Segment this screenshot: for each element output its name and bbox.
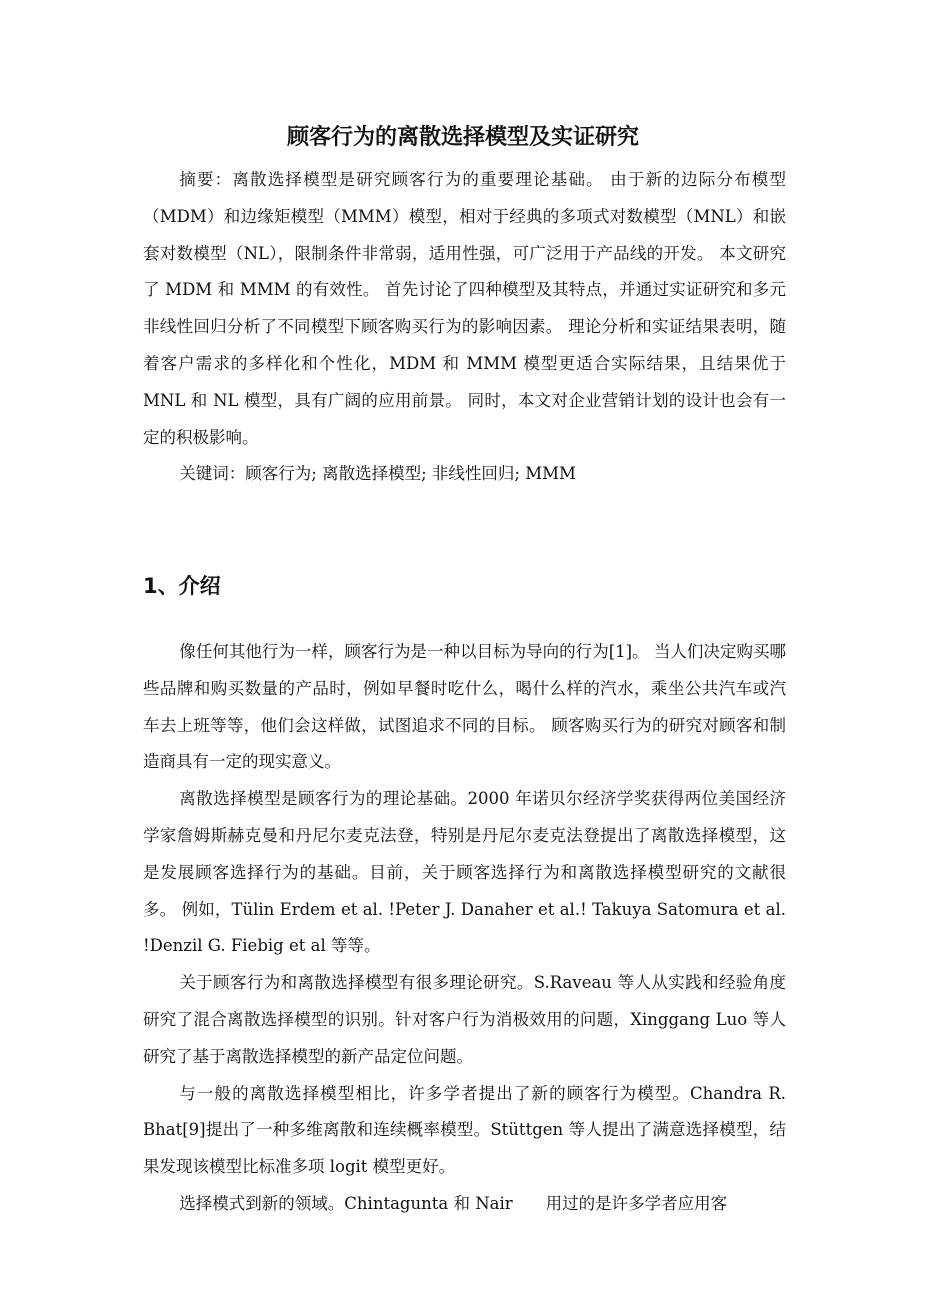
paragraph: 像任何其他行为一样，顾客行为是一种以目标为导向的行为[1]。 当人们决定购买哪些品牌和购买数量的产品时，例如早餐时吃什么，喝什么样的汽水，乘坐公共汽车或汽车去上班等等，他们会这样做，试图追求不同的目标。 顾客购买行为的研究对顾客和制造商具有一定的现实意义。 bbox=[143, 642, 786, 772]
abstract-section bbox=[143, 162, 786, 493]
paragraph: 关于顾客行为和离散选择模型有很多理论研究。S.Raveau 等人从实践和经验角度研究了混合离散选择模型的识别。针对客户行为消极效用的问题，Xinggang Luo 等人研究了基于离散选择模型的新产品定位问题。 bbox=[143, 973, 786, 1066]
paper-title: 顾客行为的离散选择模型及实证研究 bbox=[286, 125, 639, 150]
paragraph: 选择模式到新的领域。Chintagunta 和 Nair 用过的是许多学者应用客 bbox=[179, 1193, 728, 1213]
abstract-text: 摘要：离散选择模型是研究顾客行为的重要理论基础。 由于新的边际分布模型（MDM）和边缘矩模型（MMM）模型，相对于经典的多项式对数模型（MNL）和嵌套对数模型（NL），限制条件非常弱，适用性强，可广泛用于产品线的开发。 本文研究了 MDM 和 MMM 的有效性。 首先讨论了四种模型及其特点，并通过实证研究和多元非线性回归分析了不同模型下顾客购买行为的影响因素。 理论分析和实证结果表明，随着客户需求的多样化和个性化，MDM 和 MMM 模型更适合实际结果，且结果优于 MNL 和 NL 模型，具有广阔的应用前景。 同时，本文对企业营销计划的设计也会有一定的积极影响。 bbox=[143, 170, 786, 447]
section-heading-introduction: 1、介绍 bbox=[143, 574, 221, 598]
paragraph: 与一般的离散选择模型相比，许多学者提出了新的顾客行为模型。Chandra R. Bhat[9]提出了一种多维离散和连续概率模型。Stüttgen 等人提出了满意选择模型，结果发现该模型比标准多项 logit 模型更好。 bbox=[143, 1083, 786, 1177]
introduction-section bbox=[143, 634, 786, 1223]
paragraph: 离散选择模型是顾客行为的理论基础。2000 年诺贝尔经济学奖获得两位美国经济学家詹姆斯赫克曼和丹尼尔麦克法登，特别是丹尼尔麦克法登提出了离散选择模型，这是发展顾客选择行为的基础。目前，关于顾客选择行为和离散选择模型研究的文献很多。 例如，Tülin Erdem et al. !Peter J. Danaher et al.! Takuya Satomura et al. !Denzil G. Fiebig et al 等等。 bbox=[143, 789, 786, 956]
keywords-line: 关键词：顾客行为; 离散选择模型; 非线性回归; MMM bbox=[179, 464, 576, 484]
